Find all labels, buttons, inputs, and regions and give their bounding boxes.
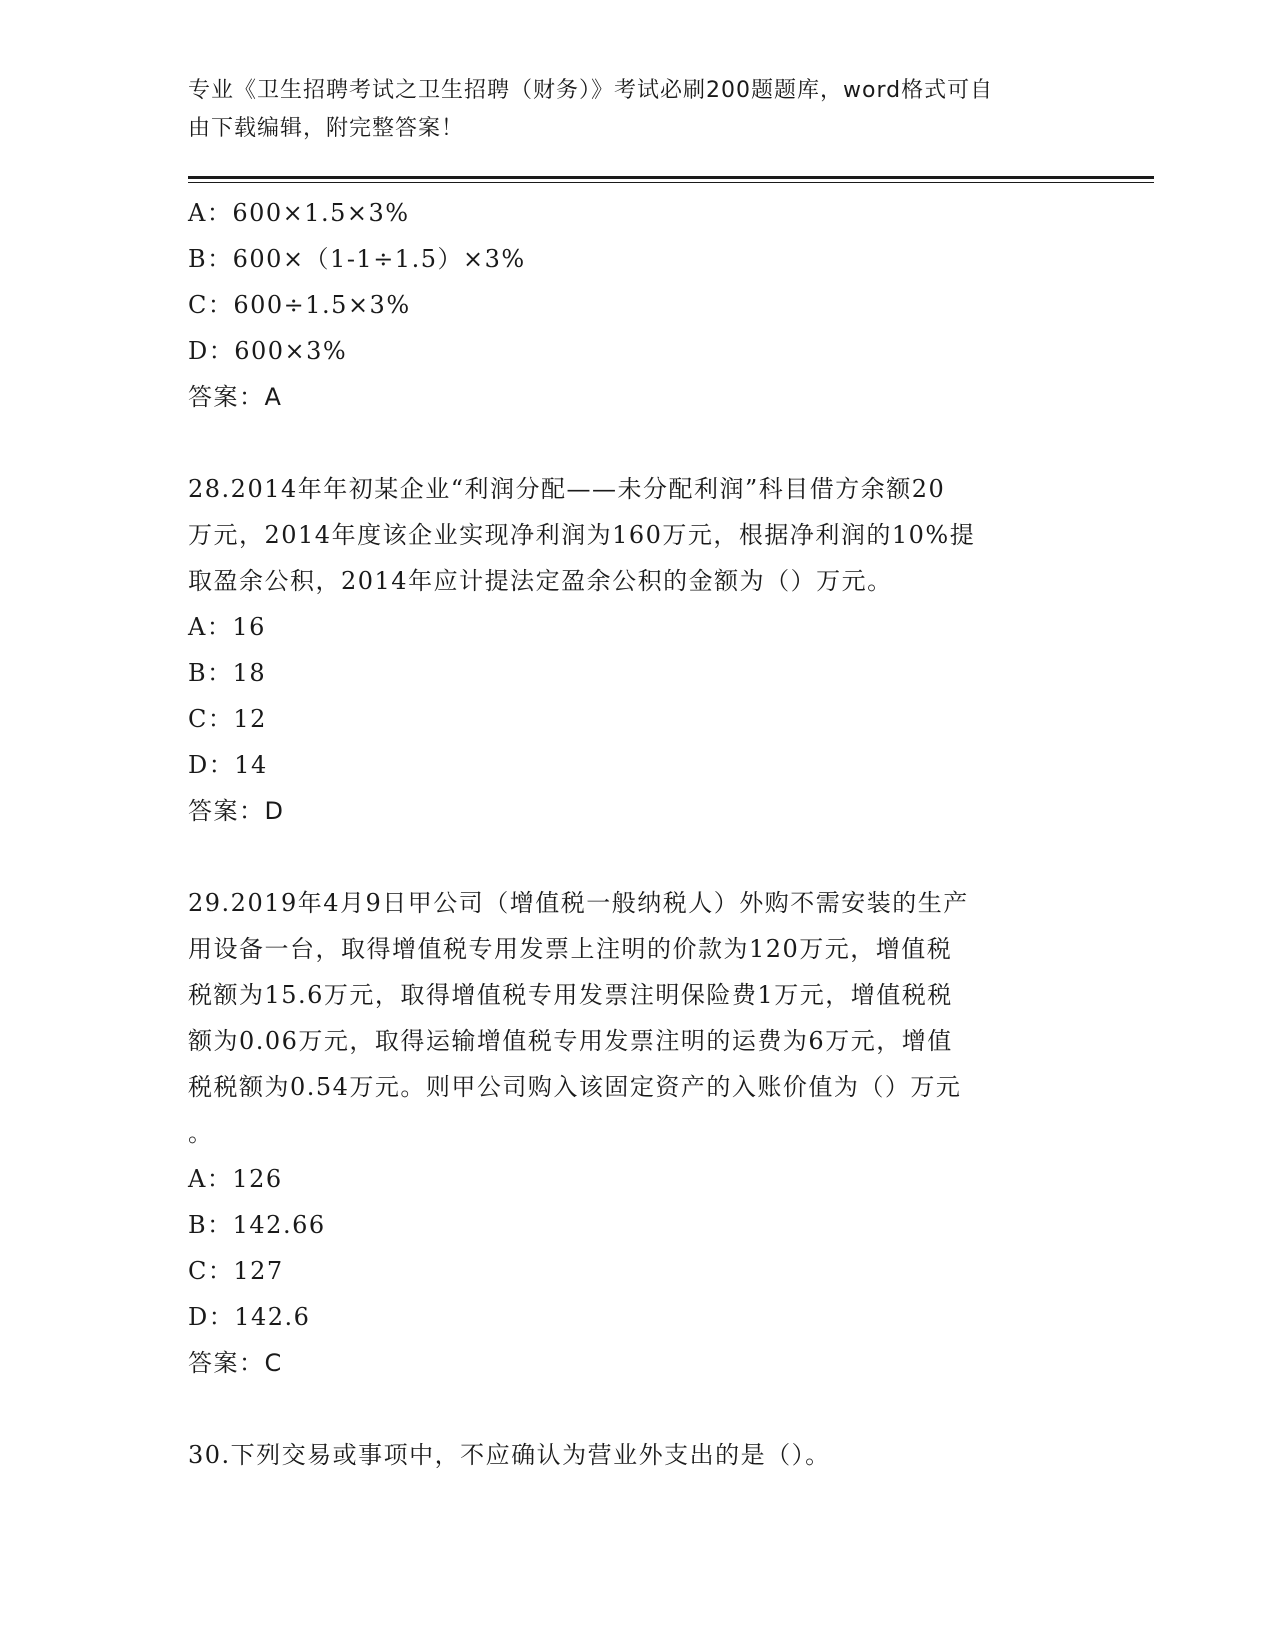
option-c: C：12 <box>188 705 267 733</box>
question-stem-line: 用设备一台，取得增值税专用发票上注明的价款为120万元，增值税 <box>188 935 953 963</box>
question-stem-line: 税税额为0.54万元。则甲公司购入该固定资产的入账价值为（）万元 <box>188 1073 962 1101</box>
header-line-2: 由下载编辑，附完整答案！ <box>188 116 465 141</box>
option-b: B：142.66 <box>188 1211 326 1239</box>
spacer <box>188 420 1088 466</box>
question-28 <box>188 466 1088 834</box>
spacer <box>188 1386 1088 1432</box>
answer: 答案：A <box>188 383 283 411</box>
option-c: C：600÷1.5×3% <box>188 291 411 319</box>
question-stem-line: 万元，2014年度该企业实现净利润为160万元，根据净利润的10%提 <box>188 521 976 549</box>
question-stem-line: 30.下列交易或事项中，不应确认为营业外支出的是（）。 <box>188 1441 831 1469</box>
option-a: A：16 <box>188 613 266 641</box>
option-d: D：14 <box>188 751 268 779</box>
option-b: B：18 <box>188 659 267 687</box>
question-29 <box>188 880 1088 1386</box>
question-stem-line: 取盈余公积，2014年应计提法定盈余公积的金额为（）万元。 <box>188 567 893 595</box>
question-stem-line: 29.2019年4月9日甲公司（增值税一般纳税人）外购不需安装的生产 <box>188 889 969 917</box>
header-line-1: 专业《卫生招聘考试之卫生招聘（财务）》考试必刷200题题库，word格式可自 <box>188 78 994 103</box>
header-rule-thin <box>188 182 1154 183</box>
question-27 <box>188 190 1088 420</box>
question-content <box>188 190 1088 1478</box>
option-d: D：600×3% <box>188 337 348 365</box>
question-stem-line: 额为0.06万元，取得运输增值税专用发票注明的运费为6万元，增值 <box>188 1027 953 1055</box>
header-rule-thick <box>188 176 1154 179</box>
option-a: A：600×1.5×3% <box>188 199 410 227</box>
question-30 <box>188 1432 1088 1478</box>
answer: 答案：C <box>188 1349 283 1377</box>
question-stem-line: 税额为15.6万元，取得增值税专用发票注明保险费1万元，增值税税 <box>188 981 953 1009</box>
option-c: C：127 <box>188 1257 284 1285</box>
document-header <box>188 72 1068 148</box>
question-stem-line: 。 <box>188 1119 214 1147</box>
option-a: A：126 <box>188 1165 283 1193</box>
spacer <box>188 834 1088 880</box>
option-b: B：600×（1-1÷1.5）×3% <box>188 245 526 273</box>
question-stem-line: 28.2014年年初某企业“利润分配——未分配利润”科目借方余额20 <box>188 475 946 503</box>
option-d: D：142.6 <box>188 1303 311 1331</box>
answer: 答案：D <box>188 797 285 825</box>
